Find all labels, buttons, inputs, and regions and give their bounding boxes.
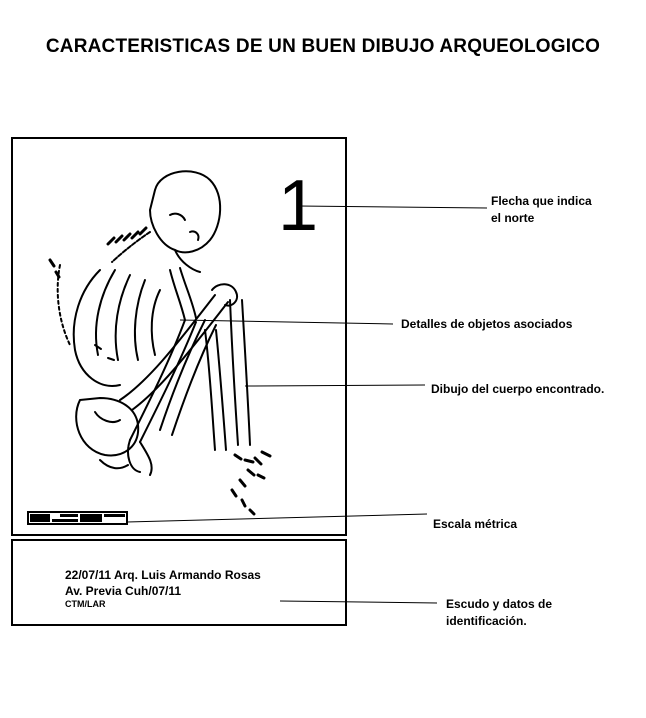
label-associated-objects: Detalles de objetos asociados [401,317,573,331]
skeleton-drawing [50,171,270,514]
info-line-initials: CTM/LAR [65,599,106,609]
info-line-site: Av. Previa Cuh/07/11 [65,584,182,598]
label-body-drawing: Dibujo del cuerpo encontrado. [431,382,605,396]
scale-bar [28,512,127,524]
label-metric-scale: Escala métrica [433,517,518,531]
label-shield-data: Escudo y datos de identificación. [446,597,553,628]
info-line-date-author: 22/07/11 Arq. Luis Armando Rosas [65,568,261,582]
identification-box [11,539,347,626]
label-north-arrow: Flecha que indica el norte [491,194,592,225]
north-arrow-icon: 1 [278,166,319,246]
page-title: CARACTERISTICAS DE UN BUEN DIBUJO ARQUEOLOGICO [45,36,601,57]
